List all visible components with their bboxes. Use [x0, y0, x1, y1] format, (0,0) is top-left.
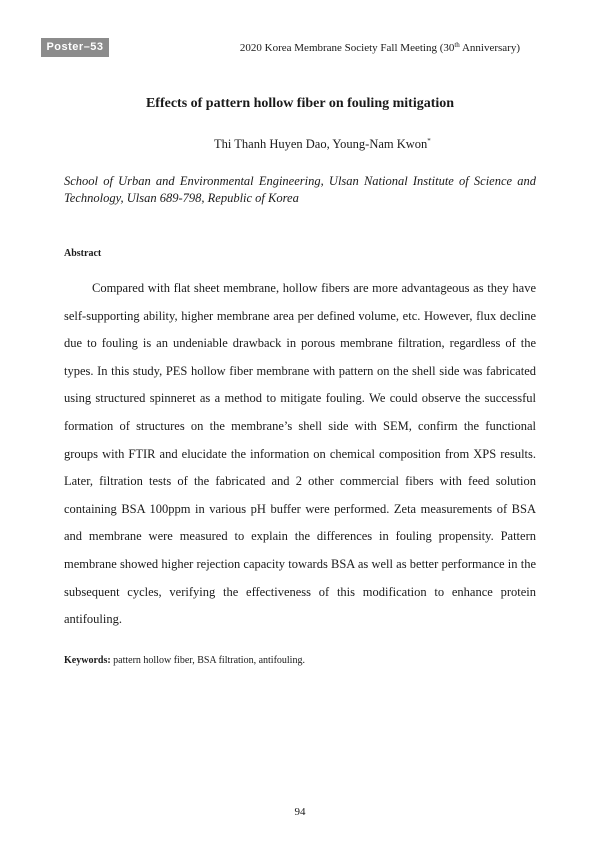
keywords-line: [64, 655, 305, 666]
page-number: 94: [294, 806, 306, 818]
author-line: [214, 137, 431, 152]
ordinal-suffix: th: [454, 41, 460, 49]
conference-header: [240, 42, 520, 54]
corresponding-author-mark: *: [427, 137, 431, 145]
paper-title: Effects of pattern hollow fiber on fouling mitigation: [145, 96, 455, 111]
abstract-heading: Abstract: [64, 248, 102, 259]
conference-anniversary: Anniversary): [459, 42, 520, 54]
conference-name: 2020 Korea Membrane Society Fall Meeting (30: [239, 42, 455, 54]
author-names: Thi Thanh Huyen Dao, Young-Nam Kwon: [214, 137, 428, 151]
keywords-label: Keywords:: [64, 655, 111, 666]
poster-badge: Poster–53: [41, 38, 109, 57]
abstract-body: Compared with flat sheet membrane, hollow fibers are more advantageous as they have self-supporting ability, higher membrane area per defined volume, etc. However, flux decline due to fouling is an undeniable drawback in porous membrane filtration, regardless of the types. In this study, PES hollow fiber membrane with pattern on the shell side was fabricated using structured spinneret as a method to mitigate fouling. We could observe the successful formation of structures on the membrane’s shell side with SEM, confirm the functional groups with FTIR and elucidate the information on chemical composition from XPS results. Later, filtration tests of the fabricated and 2 other commercial fibers with feed solution containing BSA 100ppm in various pH buffer were performed. Zeta measurements of BSA and membrane were measured to explain the differences in fouling propensity. Pattern membrane showed higher rejection capacity towards BSA as well as better performance in the subsequent cycles, verifying the effectiveness of this modification to enhance protein antifouling.: [64, 281, 536, 627]
affiliation: School of Urban and Environmental Engineering, Ulsan National Institute of Science and Technology, Ulsan 689-798, Republic of Korea: [64, 174, 536, 205]
keywords-list: pattern hollow fiber, BSA filtration, antifouling.: [110, 655, 305, 666]
